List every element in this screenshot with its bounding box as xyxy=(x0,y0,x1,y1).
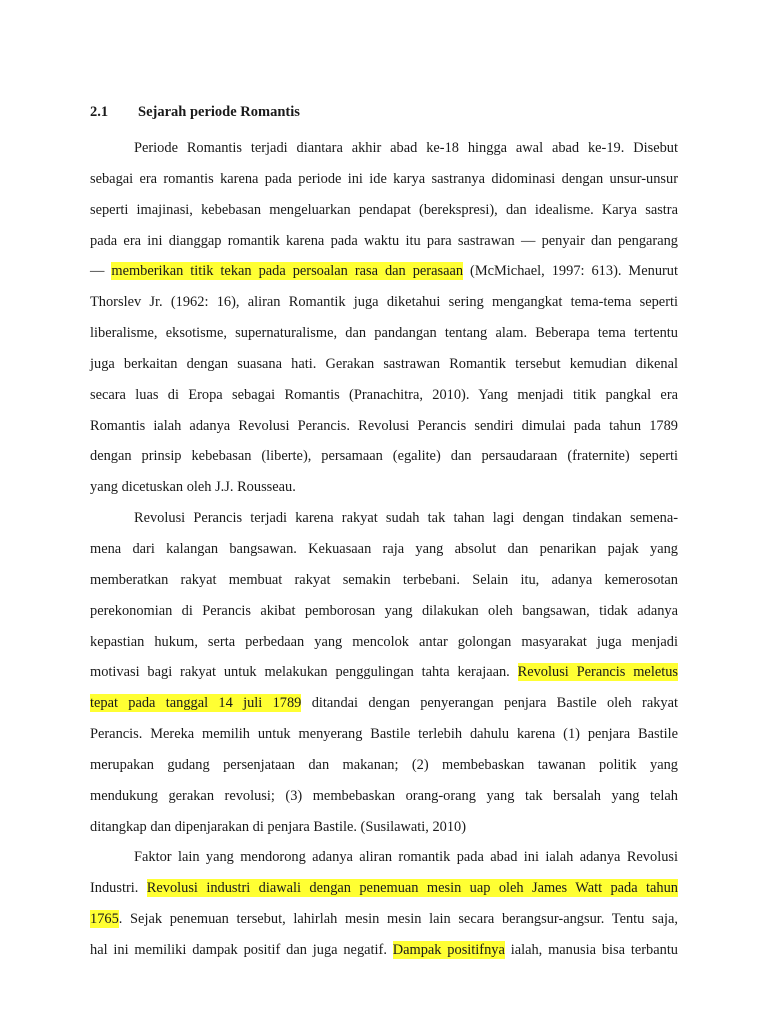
highlighted-text: 1765 xyxy=(90,911,119,928)
text-line: Faktor lain yang mendorong adanya aliran romantik pada abad ini ialah adanya Revolusi xyxy=(134,849,678,866)
text-line: Romantis ialah adanya Revolusi Perancis. Revolusi Perancis sendiri dimulai pada tahun 1789 xyxy=(90,417,678,434)
line-text: hal ini memiliki dampak positif dan juga negatif. xyxy=(90,941,393,958)
text-line: juga berkaitan dengan suasana hati. Gerakan sastrawan Romantik tersebut kemudian dikenal xyxy=(90,355,678,372)
text-line: sebagai era romantis karena pada periode ini ide karya sastranya didominasi dengan unsur-unsur xyxy=(90,170,678,187)
text-line: pada era ini dianggap romantik karena pada waktu itu para sastrawan — penyair dan pengarang xyxy=(90,232,678,249)
line-text: ialah, manusia bisa terbantu xyxy=(504,941,679,958)
text-line: Periode Romantis terjadi diantara akhir abad ke-18 hingga awal abad ke-19. Disebut xyxy=(134,140,678,156)
text-line: Perancis. Mereka memilih untuk menyerang Bastile terlebih dahulu karena (1) penjara Bastile xyxy=(90,726,678,743)
highlighted-text: memberikan titik tekan pada persoalan rasa dan perasaan xyxy=(111,263,464,280)
text-line: yang dicetuskan oleh J.J. Rousseau. xyxy=(90,479,296,496)
text-line xyxy=(90,904,678,935)
highlighted-text: Dampak positifnya xyxy=(392,941,505,958)
section-title: Sejarah periode Romantis xyxy=(138,104,300,120)
text-line xyxy=(90,657,678,688)
text-line: secara luas di Eropa sebagai Romantis (Pranachitra, 2010). Yang menjadi titik pangkal era xyxy=(90,386,678,403)
section-number: 2.1 xyxy=(90,104,109,120)
text-line: perekonomian di Perancis akibat pemborosan yang dilakukan oleh bangsawan, tidak adanya xyxy=(90,602,678,619)
line-text: — xyxy=(90,263,112,280)
line-text: . Sejak penemuan tersebut, lahirlah mesin mesin lain secara berangsur-angsur. Tentu saja, xyxy=(118,911,678,928)
line-text: motivasi bagi rakyat untuk melakukan penggulingan tahta kerajaan. xyxy=(90,664,518,681)
text-line xyxy=(90,873,678,904)
text-line xyxy=(90,688,678,719)
text-line: memberatkan rakyat membuat rakyat semakin terbebani. Selain itu, adanya kemerosotan xyxy=(90,571,678,588)
line-text: (McMichael, 1997: 613). Menurut xyxy=(463,263,678,280)
section-heading xyxy=(90,102,300,122)
text-line: merupakan gudang persenjataan dan makanan; (2) membebaskan tawanan politik yang xyxy=(90,756,678,773)
highlighted-text: tepat pada tanggal 14 juli 1789 xyxy=(90,695,302,712)
text-line xyxy=(90,935,678,966)
body-text xyxy=(90,133,678,966)
text-line: Revolusi Perancis terjadi karena rakyat sudah tak tahan lagi dengan tindakan semena- xyxy=(134,510,678,527)
text-line: ditangkap dan dipenjarakan di penjara Bastile. (Susilawati, 2010) xyxy=(90,818,467,835)
highlighted-text: Revolusi industri diawali dengan penemuan mesin uap oleh James Watt pada tahun xyxy=(146,880,678,897)
line-text: ditandai dengan penyerangan penjara Bastile oleh rakyat xyxy=(301,695,678,712)
text-line: seperti imajinasi, kebebasan mengeluarkan pendapat (berekspresi), dan idealisme. Karya sastra xyxy=(90,201,678,218)
text-line: kepastian hukum, serta perbedaan yang mencolok antar golongan masyarakat juga menjadi xyxy=(90,633,678,650)
text-line: liberalisme, eksotisme, supernaturalisme, dan pandangan tentang alam. Beberapa tema tertentu xyxy=(90,325,678,342)
text-line xyxy=(90,256,678,287)
text-line: mena dari kalangan bangsawan. Kekuasaan raja yang absolut dan penarikan pajak yang xyxy=(90,540,678,557)
text-line: dengan prinsip kebebasan (liberte), persamaan (egalite) dan persaudaraan (fraternite) seperti xyxy=(90,448,678,465)
text-line: mendukung gerakan revolusi; (3) membebaskan orang-orang yang tak bersalah yang telah xyxy=(90,787,678,804)
highlighted-text: Revolusi Perancis meletus xyxy=(517,664,678,681)
text-line: Thorslev Jr. (1962: 16), aliran Romantik juga diketahui sering mengangkat tema-tema seperti xyxy=(90,294,678,311)
line-text: Industri. xyxy=(90,880,147,897)
